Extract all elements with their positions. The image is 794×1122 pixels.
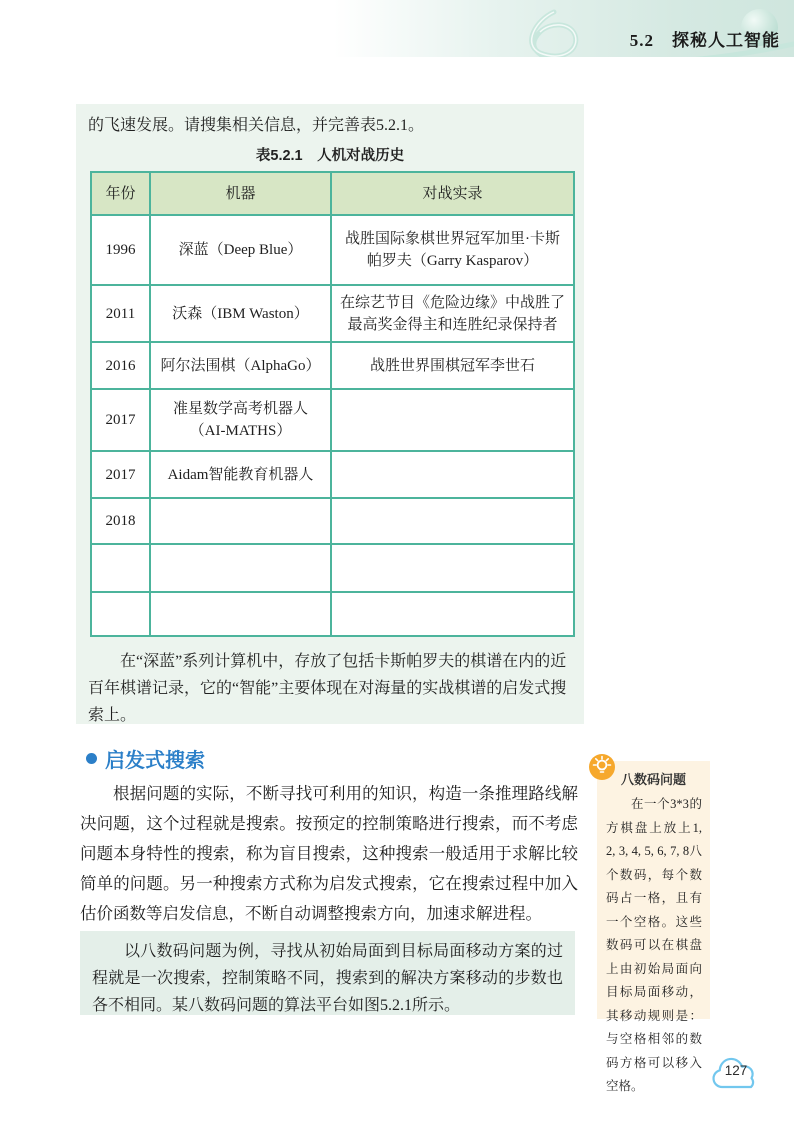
table-row [91, 544, 574, 592]
lightbulb-icon [587, 752, 617, 782]
cell-machine: 沃森（IBM Waston） [150, 285, 331, 342]
col-header-year: 年份 [91, 172, 150, 215]
sidebar-title: 八数码问题 [621, 772, 687, 787]
activity-paragraph-box: 以八数码问题为例，寻找从初始局面到目标局面移动方案的过程就是一次搜索，控制策略不同，搜索到的解决方案移动的步数也各不相同。某八数码问题的算法平台如图5.2.1所示。 [80, 931, 575, 1015]
table-caption: 表5.2.1 人机对战历史 [255, 148, 405, 164]
section-body-paragraph: 根据问题的实际，不断寻找可利用的知识，构造一条推理路线解决问题，这个过程就是搜索。按预定的控制策略进行搜索，而不考虑问题本身特性的搜索，称为盲目搜索，这种搜索一般适用于求解比较简单的问题。另一种搜索方式称为启发式搜索，它在搜索过程中加入估价函数等启发信息，不断自动调整搜索方向，加速求解进程。 [80, 785, 578, 923]
cell-machine [150, 498, 331, 544]
table-row [91, 389, 574, 451]
table-row [91, 451, 574, 498]
col-header-record: 对战实录 [331, 172, 574, 215]
cell-machine: 阿尔法围棋（AlphaGo） [150, 342, 331, 389]
cell-year: 2018 [91, 498, 150, 544]
header-band [0, 0, 794, 57]
table-row [91, 498, 574, 544]
cell-record [331, 544, 574, 592]
table-row [91, 342, 574, 389]
col-header-machine: 机器 [150, 172, 331, 215]
cell-machine: Aidam智能教育机器人 [150, 451, 331, 498]
intro-paragraph: 的飞速发展。请搜集相关信息，并完善表5.2.1。 [88, 117, 425, 134]
cell-year [91, 544, 150, 592]
deep-blue-paragraph: 在“深蓝”系列计算机中，存放了包括卡斯帕罗夫的棋谱在内的近百年棋谱记录，它的“智能”主要体现在对海量的实战棋谱的启发式搜索上。 [88, 653, 567, 724]
section-bullet [86, 753, 97, 764]
page-number: 127 [724, 1063, 748, 1078]
cell-year: 1996 [91, 215, 150, 285]
cell-year: 2017 [91, 389, 150, 451]
table-row [91, 215, 574, 285]
cell-machine: 准星数学高考机器人（AI-MATHS） [150, 389, 331, 451]
chapter-header-title: 5.2 探秘人工智能 [629, 31, 780, 50]
cell-year: 2011 [91, 285, 150, 342]
section-heading-heuristic-search [86, 744, 205, 773]
cell-record [331, 592, 574, 636]
cell-record [331, 498, 574, 544]
cell-year: 2017 [91, 451, 150, 498]
battle-history-table [90, 171, 575, 637]
cell-machine: 深蓝（Deep Blue） [150, 215, 331, 285]
cell-record: 战胜国际象棋世界冠军加里·卡斯帕罗夫（Garry Kasparov） [331, 215, 574, 285]
cell-machine [150, 592, 331, 636]
section-title: 启发式搜索 [105, 750, 205, 772]
cell-record: 在综艺节目《危险边缘》中战胜了最高奖金得主和连胜纪录保持者 [331, 285, 574, 342]
cell-year: 2016 [91, 342, 150, 389]
cell-record: 战胜世界围棋冠军李世石 [331, 342, 574, 389]
page-number-cloud [705, 1049, 767, 1095]
cell-machine [150, 544, 331, 592]
table-row [91, 285, 574, 342]
cell-year [91, 592, 150, 636]
sidebar-tip-box [597, 761, 710, 1093]
table-header-row [91, 172, 574, 215]
cell-record [331, 389, 574, 451]
table-row [91, 592, 574, 636]
cell-record [331, 451, 574, 498]
sidebar-body-text: 在一个3*3的方棋盘上放上1, 2, 3, 4, 5, 6, 7, 8八个数码，每个数码占一格，且有一个空格。这些数码可以在棋盘上由初始局面向目标局面移动，其移动规则是：与空格相邻的数码方格可以移入空格。 [606, 797, 702, 1093]
content-panel [76, 104, 584, 724]
